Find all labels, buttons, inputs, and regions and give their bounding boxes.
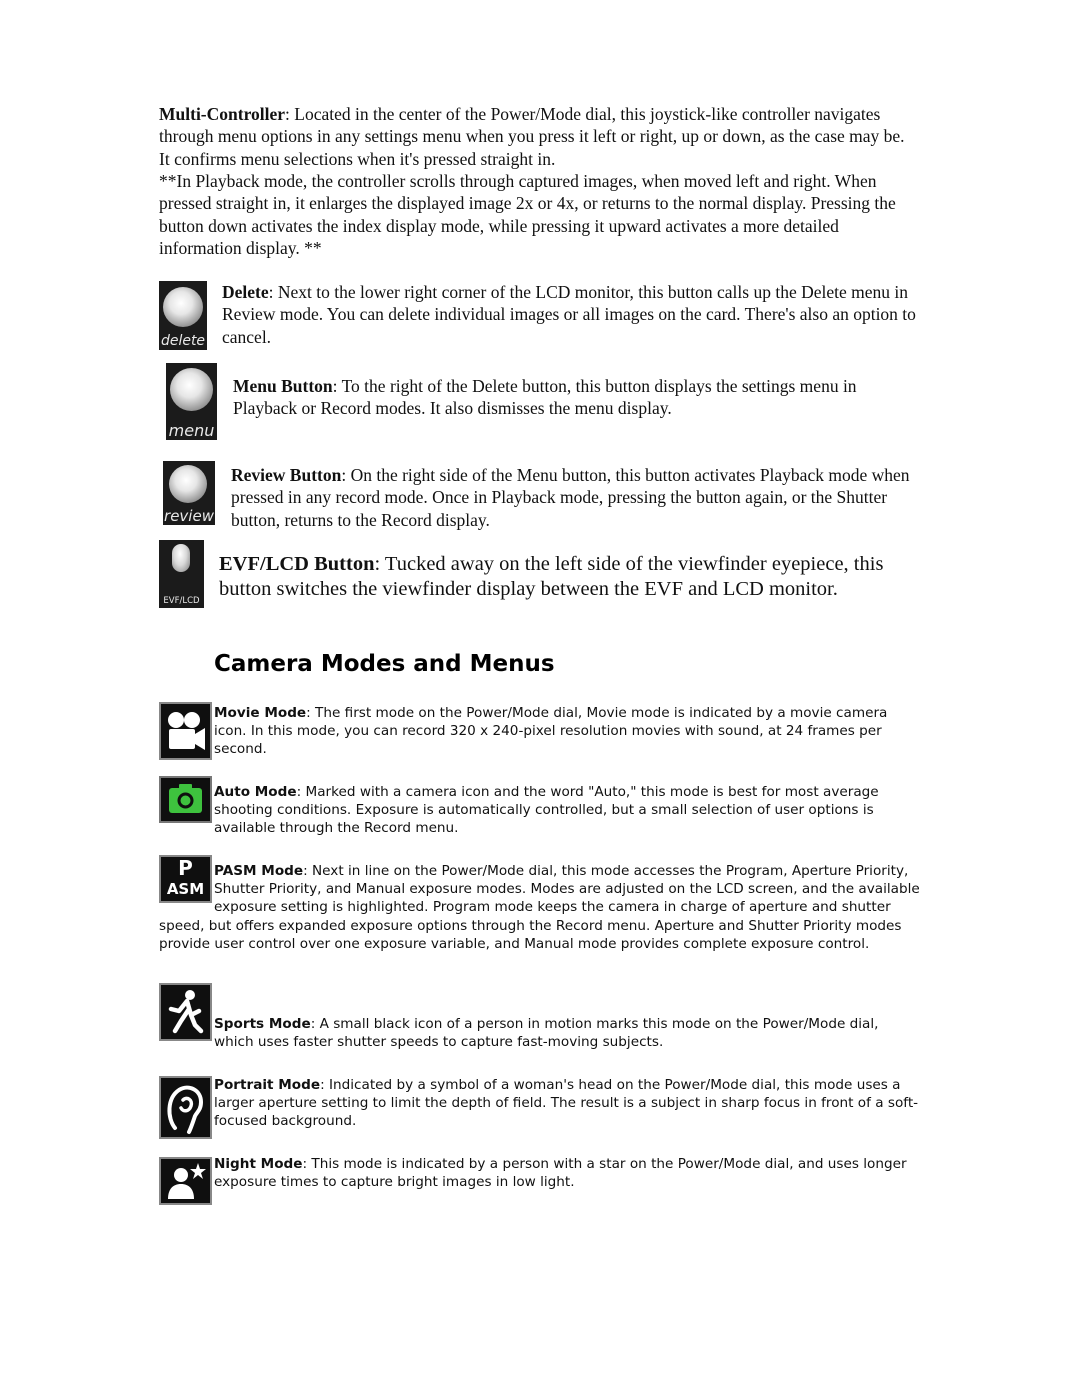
- person-star-icon: [159, 1157, 212, 1205]
- running-person-icon: [159, 983, 212, 1041]
- menu-icon-label: menu: [168, 421, 215, 440]
- menu-button-paragraph: [233, 375, 913, 420]
- delete-term: Delete: [222, 282, 269, 302]
- playback-note: **In Playback mode, the controller scrolls through captured images, when moved left and right. When pressed straight in, it enlarges the displayed image 2x or 4x, or returns to the normal display. Pressing the button down activates the index display mode, while pressing it upward activates a more detailed information display. **: [159, 171, 896, 259]
- night-mode-paragraph: [214, 1155, 920, 1191]
- review-button-description: : On the right side of the Menu button, this button activates Playback mode when pressed in any record mode. Once in Playback mode, pressing the button again, or the Shutter button, returns to the Record display.: [231, 465, 910, 530]
- multi-controller-description: : Located in the center of the Power/Mode dial, this joystick-like controller navigates through menu options in any settings menu when you press it left or right, up or down, as the case may be. It confirms menu selections when it's pressed straight in.: [159, 104, 905, 169]
- multi-controller-term: Multi-Controller: [159, 104, 286, 124]
- pasm-mode-paragraph: PASM Mode: Next in line on the Power/Mode dial, this mode accesses the Program, Aperture Priority, Shutter Priority, and Manual exposure modes. Modes are adjusted on the LCD screen, and the available exposure setting is highlighted. Program mode keeps the camera in charge of aperture and shutter speed, but offers expanded exposure options through the Record menu. Aperture and Shutter Priority modes provide user control over one exposure variable, and Manual mode provides complete exposure control.: [159, 863, 920, 952]
- auto-mode-term: Auto Mode: [214, 784, 297, 800]
- sports-mode-paragraph: [214, 1015, 922, 1051]
- menu-button-description: : To the right of the Delete button, this button displays the settings menu in Playback or Record modes. It also dismisses the menu display.: [233, 376, 857, 419]
- review-button-term: Review Button: [231, 465, 342, 485]
- movie-mode-paragraph: [214, 704, 920, 759]
- movie-mode-term: Movie Mode: [214, 705, 307, 721]
- sports-mode-description: : A small black icon of a person in motion marks this mode on the Power/Mode dial, which uses faster shutter speeds to capture fast-moving subjects.: [214, 1016, 879, 1051]
- pasm-icon-bottom: ASM: [166, 880, 205, 898]
- menu-button-icon: [166, 363, 217, 440]
- playback-note-paragraph: [159, 170, 919, 260]
- camera-icon: [159, 776, 212, 823]
- night-mode-description: : This mode is indicated by a person with a star on the Power/Mode dial, and uses longer exposure times to capture bright images in low light.: [214, 1156, 907, 1191]
- evf-lcd-term: EVF/LCD Button: [219, 553, 375, 575]
- delete-description: : Next to the lower right corner of the LCD monitor, this button calls up the Delete menu in Review mode. You can delete individual images or all images on the card. There's also an option to cancel.: [222, 282, 916, 347]
- woman-head-icon: [159, 1076, 212, 1139]
- sports-mode-term: Sports Mode: [214, 1016, 311, 1032]
- movie-mode-description: : The first mode on the Power/Mode dial, Movie mode is indicated by a movie camera icon. In this mode, you can record 320 x 240-pixel resolution movies with sound, at 24 frames per second.: [214, 705, 888, 758]
- pasm-mode-description: : Next in line on the Power/Mode dial, this mode accesses the Program, Aperture Priority, Shutter Priority, and Manual exposure modes. Modes are adjusted on the LCD screen, and the available exposure setting is highlighted. Program mode keeps the camera in charge of aperture and shutter speed, but offers expanded exposure options through the Record menu. Aperture and Shutter Priority modes provide user control over one exposure variable, and Manual mode provides complete exposure control.: [159, 863, 920, 952]
- multi-controller-paragraph: [159, 103, 919, 170]
- movie-camera-icon: [159, 702, 212, 760]
- review-icon-label: review: [164, 507, 214, 525]
- delete-icon-label: delete: [160, 333, 206, 349]
- review-button-icon: [163, 461, 215, 525]
- portrait-mode-paragraph: [214, 1076, 920, 1131]
- menu-button-term: Menu Button: [233, 376, 333, 396]
- portrait-mode-description: : Indicated by a symbol of a woman's head on the Power/Mode dial, this mode uses a larger aperture setting to limit the depth of field. The result is a subject in sharp focus in front of a soft-focused background.: [214, 1077, 919, 1130]
- evf-lcd-icon-label: EVF/LCD: [163, 596, 200, 606]
- auto-mode-description: : Marked with a camera icon and the word "Auto," this mode is best for most average shooting conditions. Exposure is automatically controlled, but a small selection of user options is available through the Record menu.: [214, 784, 879, 837]
- evf-lcd-button-icon: [159, 540, 204, 608]
- pasm-icon-top: P: [178, 856, 193, 880]
- section-title: Camera Modes and Menus: [214, 651, 555, 677]
- evf-lcd-description: : Tucked away on the left side of the viewfinder eyepiece, this button switches the viewfinder display between the EVF and LCD monitor.: [219, 553, 884, 600]
- delete-button-icon: [159, 281, 207, 350]
- auto-mode-paragraph: [214, 783, 920, 838]
- delete-paragraph: [222, 281, 922, 348]
- portrait-mode-term: Portrait Mode: [214, 1077, 321, 1093]
- review-button-paragraph: [231, 464, 911, 531]
- night-mode-term: Night Mode: [214, 1156, 303, 1172]
- evf-lcd-paragraph: [219, 552, 919, 602]
